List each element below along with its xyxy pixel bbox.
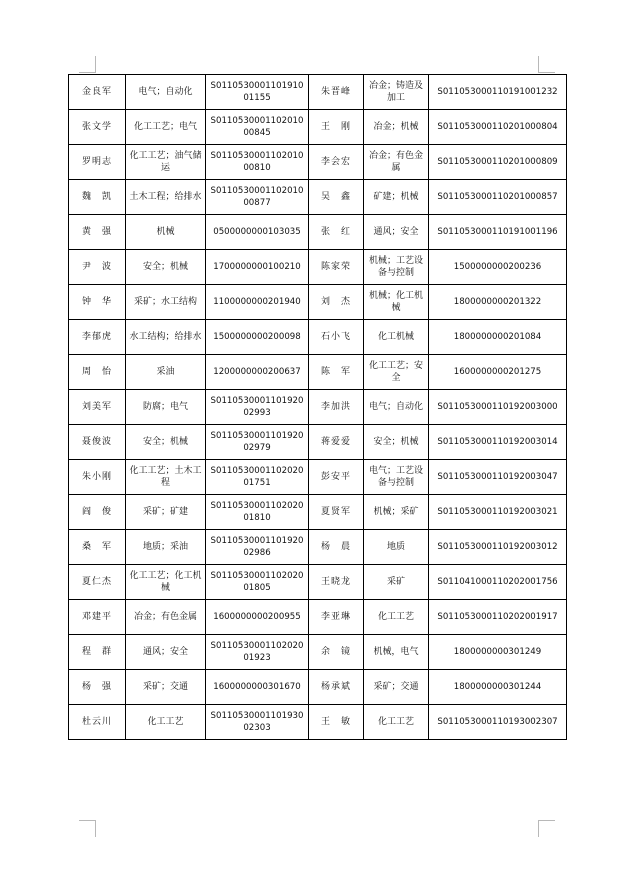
name-cell: 李会宏 xyxy=(309,145,364,180)
name-cell: 余 镜 xyxy=(309,635,364,670)
specialty-cell: 冶金；有色金属 xyxy=(364,145,429,180)
specialty-cell: 化工工艺 xyxy=(364,600,429,635)
certificate-number-cell: 1600000000201275 xyxy=(429,355,567,390)
specialty-cell: 地质 xyxy=(364,530,429,565)
table-row xyxy=(69,600,567,635)
specialty-cell: 机械；化工机械 xyxy=(364,285,429,320)
name-cell: 程 群 xyxy=(69,635,126,670)
specialty-cell: 通风；安全 xyxy=(364,215,429,250)
specialty-cell: 水工结构；给排水 xyxy=(126,320,206,355)
certificate-number-cell: S011053000110201000857 xyxy=(429,180,567,215)
specialty-cell: 采油 xyxy=(126,355,206,390)
certificate-number-cell: 1100000000201940 xyxy=(206,285,309,320)
certificate-number-cell: 0500000000103035 xyxy=(206,215,309,250)
specialty-cell: 冶金；铸造及加工 xyxy=(364,75,429,110)
certificate-number-cell: 1800000000301249 xyxy=(429,635,567,670)
name-cell: 蒋爱爱 xyxy=(309,425,364,460)
certificate-number-cell: 1600000000200955 xyxy=(206,600,309,635)
certificate-number-cell: S011053000110192003012 xyxy=(429,530,567,565)
name-cell: 吴 鑫 xyxy=(309,180,364,215)
name-cell: 夏仁杰 xyxy=(69,565,126,600)
specialty-cell: 地质；采油 xyxy=(126,530,206,565)
table-row xyxy=(69,530,567,565)
table-row xyxy=(69,355,567,390)
name-cell: 张 红 xyxy=(309,215,364,250)
table-row xyxy=(69,670,567,705)
table-row xyxy=(69,215,567,250)
table-row xyxy=(69,110,567,145)
certificate-number-cell: S011053000110192003014 xyxy=(429,425,567,460)
name-cell: 杨承斌 xyxy=(309,670,364,705)
certificate-number-cell: 1800000000201084 xyxy=(429,320,567,355)
certificate-number-cell: S011053000110192002986 xyxy=(206,530,309,565)
table-row xyxy=(69,635,567,670)
certificate-number-cell: S011053000110193002307 xyxy=(429,705,567,740)
specialty-cell: 化工工艺；油气储运 xyxy=(126,145,206,180)
name-cell: 桑 军 xyxy=(69,530,126,565)
table-row xyxy=(69,320,567,355)
certificate-number-cell: S011053000110201000809 xyxy=(429,145,567,180)
name-cell: 杨 晨 xyxy=(309,530,364,565)
specialty-cell: 机械 xyxy=(126,215,206,250)
specialty-cell: 化工机械 xyxy=(364,320,429,355)
specialty-cell: 土木工程；给排水 xyxy=(126,180,206,215)
certificate-number-cell: 1800000000201322 xyxy=(429,285,567,320)
specialty-cell: 采矿；矿建 xyxy=(126,495,206,530)
crop-mark-top-left xyxy=(79,56,96,73)
certificate-number-cell: S011053000110202001810 xyxy=(206,495,309,530)
certificate-number-cell: 1500000000200098 xyxy=(206,320,309,355)
certificate-number-cell: S011053000110192002979 xyxy=(206,425,309,460)
name-cell: 杨 强 xyxy=(69,670,126,705)
specialty-cell: 化工工艺；安全 xyxy=(364,355,429,390)
certificate-number-cell: S011053000110201000845 xyxy=(206,110,309,145)
name-cell: 罗明志 xyxy=(69,145,126,180)
specialty-cell: 机械；工艺设备与控制 xyxy=(364,250,429,285)
table-row xyxy=(69,390,567,425)
specialty-cell: 机械；采矿 xyxy=(364,495,429,530)
name-cell: 王晓龙 xyxy=(309,565,364,600)
specialty-cell: 防腐；电气 xyxy=(126,390,206,425)
name-cell: 李郁虎 xyxy=(69,320,126,355)
name-cell: 聂俊波 xyxy=(69,425,126,460)
name-cell: 李加洪 xyxy=(309,390,364,425)
table-row xyxy=(69,495,567,530)
table-row xyxy=(69,180,567,215)
certificate-number-cell: 1800000000301244 xyxy=(429,670,567,705)
specialty-cell: 采矿；水工结构 xyxy=(126,285,206,320)
table-row xyxy=(69,75,567,110)
name-cell: 尹 波 xyxy=(69,250,126,285)
name-cell: 彭安平 xyxy=(309,460,364,495)
certificate-number-cell: S011053000110192003000 xyxy=(429,390,567,425)
certificate-number-cell: 1500000000200236 xyxy=(429,250,567,285)
specialty-cell: 化工工艺 xyxy=(364,705,429,740)
table-row xyxy=(69,145,567,180)
specialty-cell: 电气；工艺设备与控制 xyxy=(364,460,429,495)
specialty-cell: 安全；机械 xyxy=(126,425,206,460)
specialty-cell: 通风；安全 xyxy=(126,635,206,670)
specialty-cell: 电气；自动化 xyxy=(126,75,206,110)
specialty-cell: 电气；自动化 xyxy=(364,390,429,425)
name-cell: 陈 军 xyxy=(309,355,364,390)
certificate-number-cell: S011053000110202001805 xyxy=(206,565,309,600)
specialty-cell: 采矿；交通 xyxy=(126,670,206,705)
specialty-cell: 化工工艺；化工机械 xyxy=(126,565,206,600)
name-cell: 魏 凯 xyxy=(69,180,126,215)
specialty-cell: 矿建；机械 xyxy=(364,180,429,215)
specialty-cell: 冶金；机械 xyxy=(364,110,429,145)
specialty-cell: 化工工艺；电气 xyxy=(126,110,206,145)
name-cell: 周 怡 xyxy=(69,355,126,390)
certificate-number-cell: S011053000110193002303 xyxy=(206,705,309,740)
certificate-number-cell: S011053000110202001751 xyxy=(206,460,309,495)
expert-roster-table xyxy=(68,74,567,740)
crop-mark-top-right xyxy=(538,56,555,73)
certificate-number-cell: S011041000110202001756 xyxy=(429,565,567,600)
name-cell: 石小飞 xyxy=(309,320,364,355)
table-row xyxy=(69,425,567,460)
certificate-number-cell: S011053000110192003021 xyxy=(429,495,567,530)
certificate-number-cell: S011053000110192003047 xyxy=(429,460,567,495)
specialty-cell: 机械，电气 xyxy=(364,635,429,670)
specialty-cell: 采矿；交通 xyxy=(364,670,429,705)
table-row xyxy=(69,250,567,285)
specialty-cell: 采矿 xyxy=(364,565,429,600)
name-cell: 朱晋峰 xyxy=(309,75,364,110)
certificate-number-cell: S011053000110202001917 xyxy=(429,600,567,635)
specialty-cell: 安全；机械 xyxy=(364,425,429,460)
certificate-number-cell: S011053000110191001155 xyxy=(206,75,309,110)
certificate-number-cell: S011053000110191001196 xyxy=(429,215,567,250)
name-cell: 邓建平 xyxy=(69,600,126,635)
table-row xyxy=(69,460,567,495)
name-cell: 夏贤军 xyxy=(309,495,364,530)
certificate-number-cell: S011053000110192002993 xyxy=(206,390,309,425)
name-cell: 刘 杰 xyxy=(309,285,364,320)
name-cell: 刘美军 xyxy=(69,390,126,425)
specialty-cell: 冶金；有色金属 xyxy=(126,600,206,635)
specialty-cell: 化工工艺；土木工程 xyxy=(126,460,206,495)
name-cell: 王 刚 xyxy=(309,110,364,145)
name-cell: 王 敏 xyxy=(309,705,364,740)
specialty-cell: 化工工艺 xyxy=(126,705,206,740)
certificate-number-cell: S011053000110201000810 xyxy=(206,145,309,180)
name-cell: 阎 俊 xyxy=(69,495,126,530)
certificate-number-cell: 1600000000301670 xyxy=(206,670,309,705)
name-cell: 杜云川 xyxy=(69,705,126,740)
table-row xyxy=(69,565,567,600)
table-row xyxy=(69,285,567,320)
name-cell: 张文学 xyxy=(69,110,126,145)
specialty-cell: 安全；机械 xyxy=(126,250,206,285)
name-cell: 李亚琳 xyxy=(309,600,364,635)
certificate-number-cell: S011053000110191001232 xyxy=(429,75,567,110)
table-row xyxy=(69,705,567,740)
name-cell: 朱小刚 xyxy=(69,460,126,495)
certificate-number-cell: S011053000110201000804 xyxy=(429,110,567,145)
name-cell: 金良军 xyxy=(69,75,126,110)
name-cell: 黄 强 xyxy=(69,215,126,250)
certificate-number-cell: S011053000110201000877 xyxy=(206,180,309,215)
name-cell: 钟 华 xyxy=(69,285,126,320)
certificate-number-cell: 1700000000100210 xyxy=(206,250,309,285)
crop-mark-bottom-right xyxy=(538,820,555,837)
name-cell: 陈家荣 xyxy=(309,250,364,285)
certificate-number-cell: S011053000110202001923 xyxy=(206,635,309,670)
crop-mark-bottom-left xyxy=(79,820,96,837)
certificate-number-cell: 1200000000200637 xyxy=(206,355,309,390)
